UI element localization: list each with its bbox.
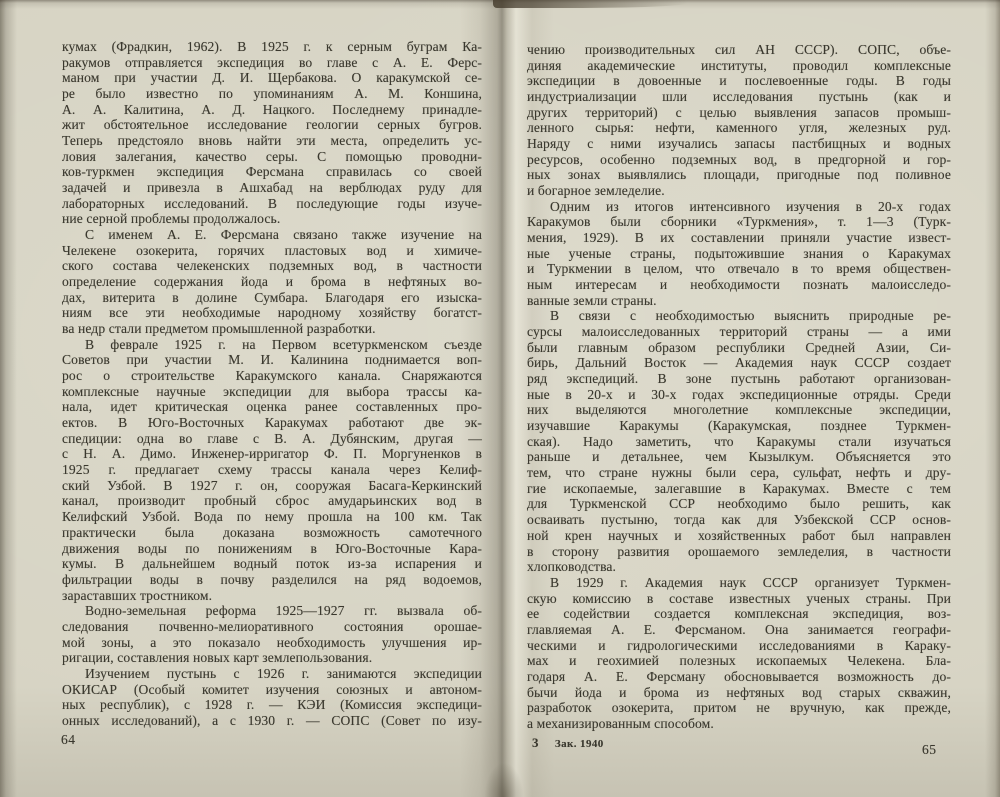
gutter-shadow — [478, 756, 530, 797]
page-edge-shadow — [493, 0, 688, 8]
text-line: ной крен научных и хозяйственных работ был направлен — [527, 527, 951, 543]
text-line: ресурсов, особенно подземных вод, в предгорной и гор- — [527, 151, 951, 167]
text-line: диняя академические институты, проводил комплексные — [527, 57, 951, 73]
text-line: ков-туркмен экспедиция Ферсмана справилась со своей — [62, 164, 482, 180]
text-line: скую комиссию в составе известных ученых страны. При — [527, 590, 951, 606]
text-line: Челекене озокерита, горячих пластовых вод и химиче- — [62, 242, 482, 258]
text-line: Теперь предстояло вновь найти эти места, определить ус- — [62, 133, 482, 149]
text-line: ванные земли страны. — [527, 292, 657, 308]
text-line: Советов при участии М. И. Калинина поднимается воп- — [62, 352, 482, 368]
text-line: были главным образом республики Средней Азии, Си- — [527, 339, 951, 355]
text-line: спедиции: одна во главе с В. А. Дубянским, другая — — [62, 430, 482, 446]
text-line: Каракумов были сборники «Туркмения», т. 1—3 (Турк- — [527, 214, 951, 230]
text-line: мения, 1929). В их составлении приняли участие извест- — [527, 230, 951, 246]
text-line: в сторону развития орошаемого земледелия, в частности — [527, 543, 951, 559]
text-line: кумах (Фрадкин, 1962). В 1925 г. к серным буграм Ка- — [62, 39, 482, 54]
text-line: хлопководства. — [527, 559, 617, 575]
text-line: онных исследований), а с 1930 г. — СОПС (Совет по изу- — [62, 712, 482, 728]
left-page-text — [62, 39, 482, 729]
text-line: ленного сырья: нефти, каменного угля, железных руд. — [527, 120, 951, 136]
text-line: 1925 г. предлагает схему трассы канала через Келиф- — [62, 462, 482, 478]
text-line: А. А. Калитина, А. Д. Нацкого. Последнему принадле- — [62, 101, 482, 117]
text-line: рос о строительстве Каракумского канала. Снаряжаются — [62, 368, 482, 384]
text-line: Одним из итогов интенсивного изучения в 20-х годах — [550, 198, 951, 214]
text-line: ре было известно по упоминаниям А. М. Коншина, — [62, 86, 482, 102]
text-line: ческими и гидрологическими исследованиями в Караку- — [527, 637, 951, 653]
right-page-number: 65 — [922, 742, 937, 757]
print-imprint — [532, 735, 604, 751]
text-line: В связи с необходимостью выяснить природные ре- — [550, 308, 951, 324]
text-line: ригации, составления новых карт землепользования. — [62, 650, 373, 666]
text-line: ние серной проблемы продолжалось. — [62, 211, 281, 227]
text-line: С именем А. Е. Ферсмана связано также изучение на — [85, 227, 482, 243]
text-line: В 1929 г. Академия наук СССР организует Туркмен- — [550, 574, 951, 590]
text-line: зараставших тростником. — [62, 587, 213, 603]
text-line: ных зонах выявлялись площади, пригодные под поливное — [527, 167, 951, 183]
text-line: кумы. В дальнейшем водный поток из-за испарения и — [62, 556, 482, 572]
text-line: ОКИСАР (Особый комитет изучения союзных и автоном- — [62, 681, 482, 697]
text-line: Изучением пустынь с 1926 г. занимаются экспедиции — [85, 665, 482, 681]
text-line: чению производительных сил АН СССР). СОПС, объе- — [527, 42, 951, 57]
text-line: индустриализации шли исследования пустынь (как и — [527, 89, 951, 105]
text-line: для Туркменской ССР необходимо было решить, как — [527, 496, 951, 512]
text-line: ных республик), с 1928 г. — КЭИ (Комиссия экспедици- — [62, 697, 482, 713]
text-line: годаря А. Е. Ферсману обосновывается возможность до- — [527, 668, 951, 684]
text-line: ряд экспедиций. В зоне пустынь работают организован- — [527, 371, 951, 387]
text-line: разработок озокерита, притом не вручную, как прежде, — [527, 700, 951, 716]
imprint-label: Зак. 1940 — [554, 738, 604, 750]
text-line: главляемая А. Е. Ферсманом. Она занимается географи- — [527, 621, 951, 637]
text-line: канал, производит пробный сброс амударьинских вод в — [62, 493, 482, 509]
text-line: практически была доказана возможность самотечного — [62, 524, 482, 540]
text-line: и Туркмении в целом, что отвечало в то время обществен- — [527, 261, 951, 277]
text-line: ская). Надо заметить, что Каракумы стали изучаться — [527, 433, 951, 449]
text-line: движения воды по понижениям в Юго-Восточные Кара- — [62, 540, 482, 556]
text-line: тем, что стране нужны были сера, сульфат, нефть и дру- — [527, 465, 951, 481]
left-page-number: 64 — [61, 732, 76, 747]
text-line: экспедиции в довоенные и послевоенные годы. В годы — [527, 73, 951, 89]
signature-number: 3 — [532, 735, 539, 750]
text-line: ее содействии создается комплексная экспедиция, воз- — [527, 606, 951, 622]
text-line: ектов. В Юго-Восточных Каракумах работают две эк- — [62, 415, 482, 431]
text-line: них выделяются многолетние комплексные экспедиции, — [527, 402, 951, 418]
text-line: дах, витерита в долине Сумбара. Благодаря его изыска- — [62, 289, 482, 305]
text-line: Водно-земельная реформа 1925—1927 гг. вызвала об- — [85, 603, 482, 619]
text-line: ные в 20-х и 30-х годах экспедиционные отряды. Среди — [527, 386, 951, 402]
text-line: Келифский Узбой. Вода по нему прошла на 100 км. Так — [62, 509, 482, 525]
text-line: других территорий) с целью выявления запасов промыш- — [527, 104, 951, 120]
text-line: задачей и привезла в Ашхабад на верблюдах руду для — [62, 180, 482, 196]
text-line: В феврале 1925 г. на Первом всетуркменском съезде — [85, 336, 482, 352]
text-line: ловия залегания, качество серы. С помощью проводни- — [62, 148, 482, 164]
text-line: раньше и детальнее, чем Кызылкум. Объясняется это — [527, 449, 951, 465]
right-page-text — [527, 42, 951, 732]
text-line: маном при участии Д. И. Щербакова. О каракумской се- — [62, 70, 482, 86]
text-line: нала, идет критическая оценка ранее составленных про- — [62, 399, 482, 415]
text-line: Наряду с ними изучались запасы пастбищных и водных — [527, 136, 951, 152]
text-line: ниям все эти необходимые народному хозяйству богатст- — [62, 305, 482, 321]
text-line: бычи йода и брома из нефтяных вод старых скважин, — [527, 684, 951, 700]
text-line: лабораторных исследований. В последующие годы изуче- — [62, 195, 482, 211]
text-line: мах и геохимией полезных ископаемых Челекена. Бла- — [527, 653, 951, 669]
text-line: комплексные научные экспедиции для выбора трассы ка- — [62, 383, 482, 399]
text-line: жит обстоятельное исследование геологии серных бугров. — [62, 117, 482, 133]
text-line: изучавшие Каракумы (Каракумская, позднее Туркмен- — [527, 418, 951, 434]
text-line: ский Узбой. В 1927 г. он, сооружая Басага-Керкинский — [62, 477, 482, 493]
text-line: ным интересам и необходимости познать малоисследо- — [527, 277, 951, 293]
text-line: ные ученые страны, подытожившие знания о Каракумах — [527, 245, 951, 261]
text-line: сурсы малоисследованных территорий страны — а ими — [527, 324, 951, 340]
text-line: гие ископаемые, залегавшие в Каракумах. Вместе с тем — [527, 480, 951, 496]
text-line: ского состава челекенских подземных вод, в частности — [62, 258, 482, 274]
text-line: определение содержания йода и брома в нефтяных во- — [62, 274, 482, 290]
text-line: ракумов отправляется экспедиция во главе с А. Е. Ферс- — [62, 54, 482, 70]
text-line: мой зоны, а это показало необходимость улучшения ир- — [62, 634, 482, 650]
text-line: следования почвенно-мелиоративного состояния орошае- — [62, 618, 482, 634]
text-line: ва недр стали предметом промышленной разработки. — [62, 321, 376, 337]
text-line: осваивать пустыню, тогда как для Узбекской ССР основ- — [527, 512, 951, 528]
text-line: фильтрации воды в почву разделился на ряд водоемов, — [62, 571, 482, 587]
text-line: бирь, Дальний Восток — Академия наук СССР создает — [527, 355, 951, 371]
text-line: а механизированным способом. — [527, 715, 714, 731]
text-line: с Н. А. Димо. Инженер-ирригатор Ф. П. Моргуненков в — [62, 446, 482, 462]
text-line: и богарное земледелие. — [527, 183, 665, 199]
